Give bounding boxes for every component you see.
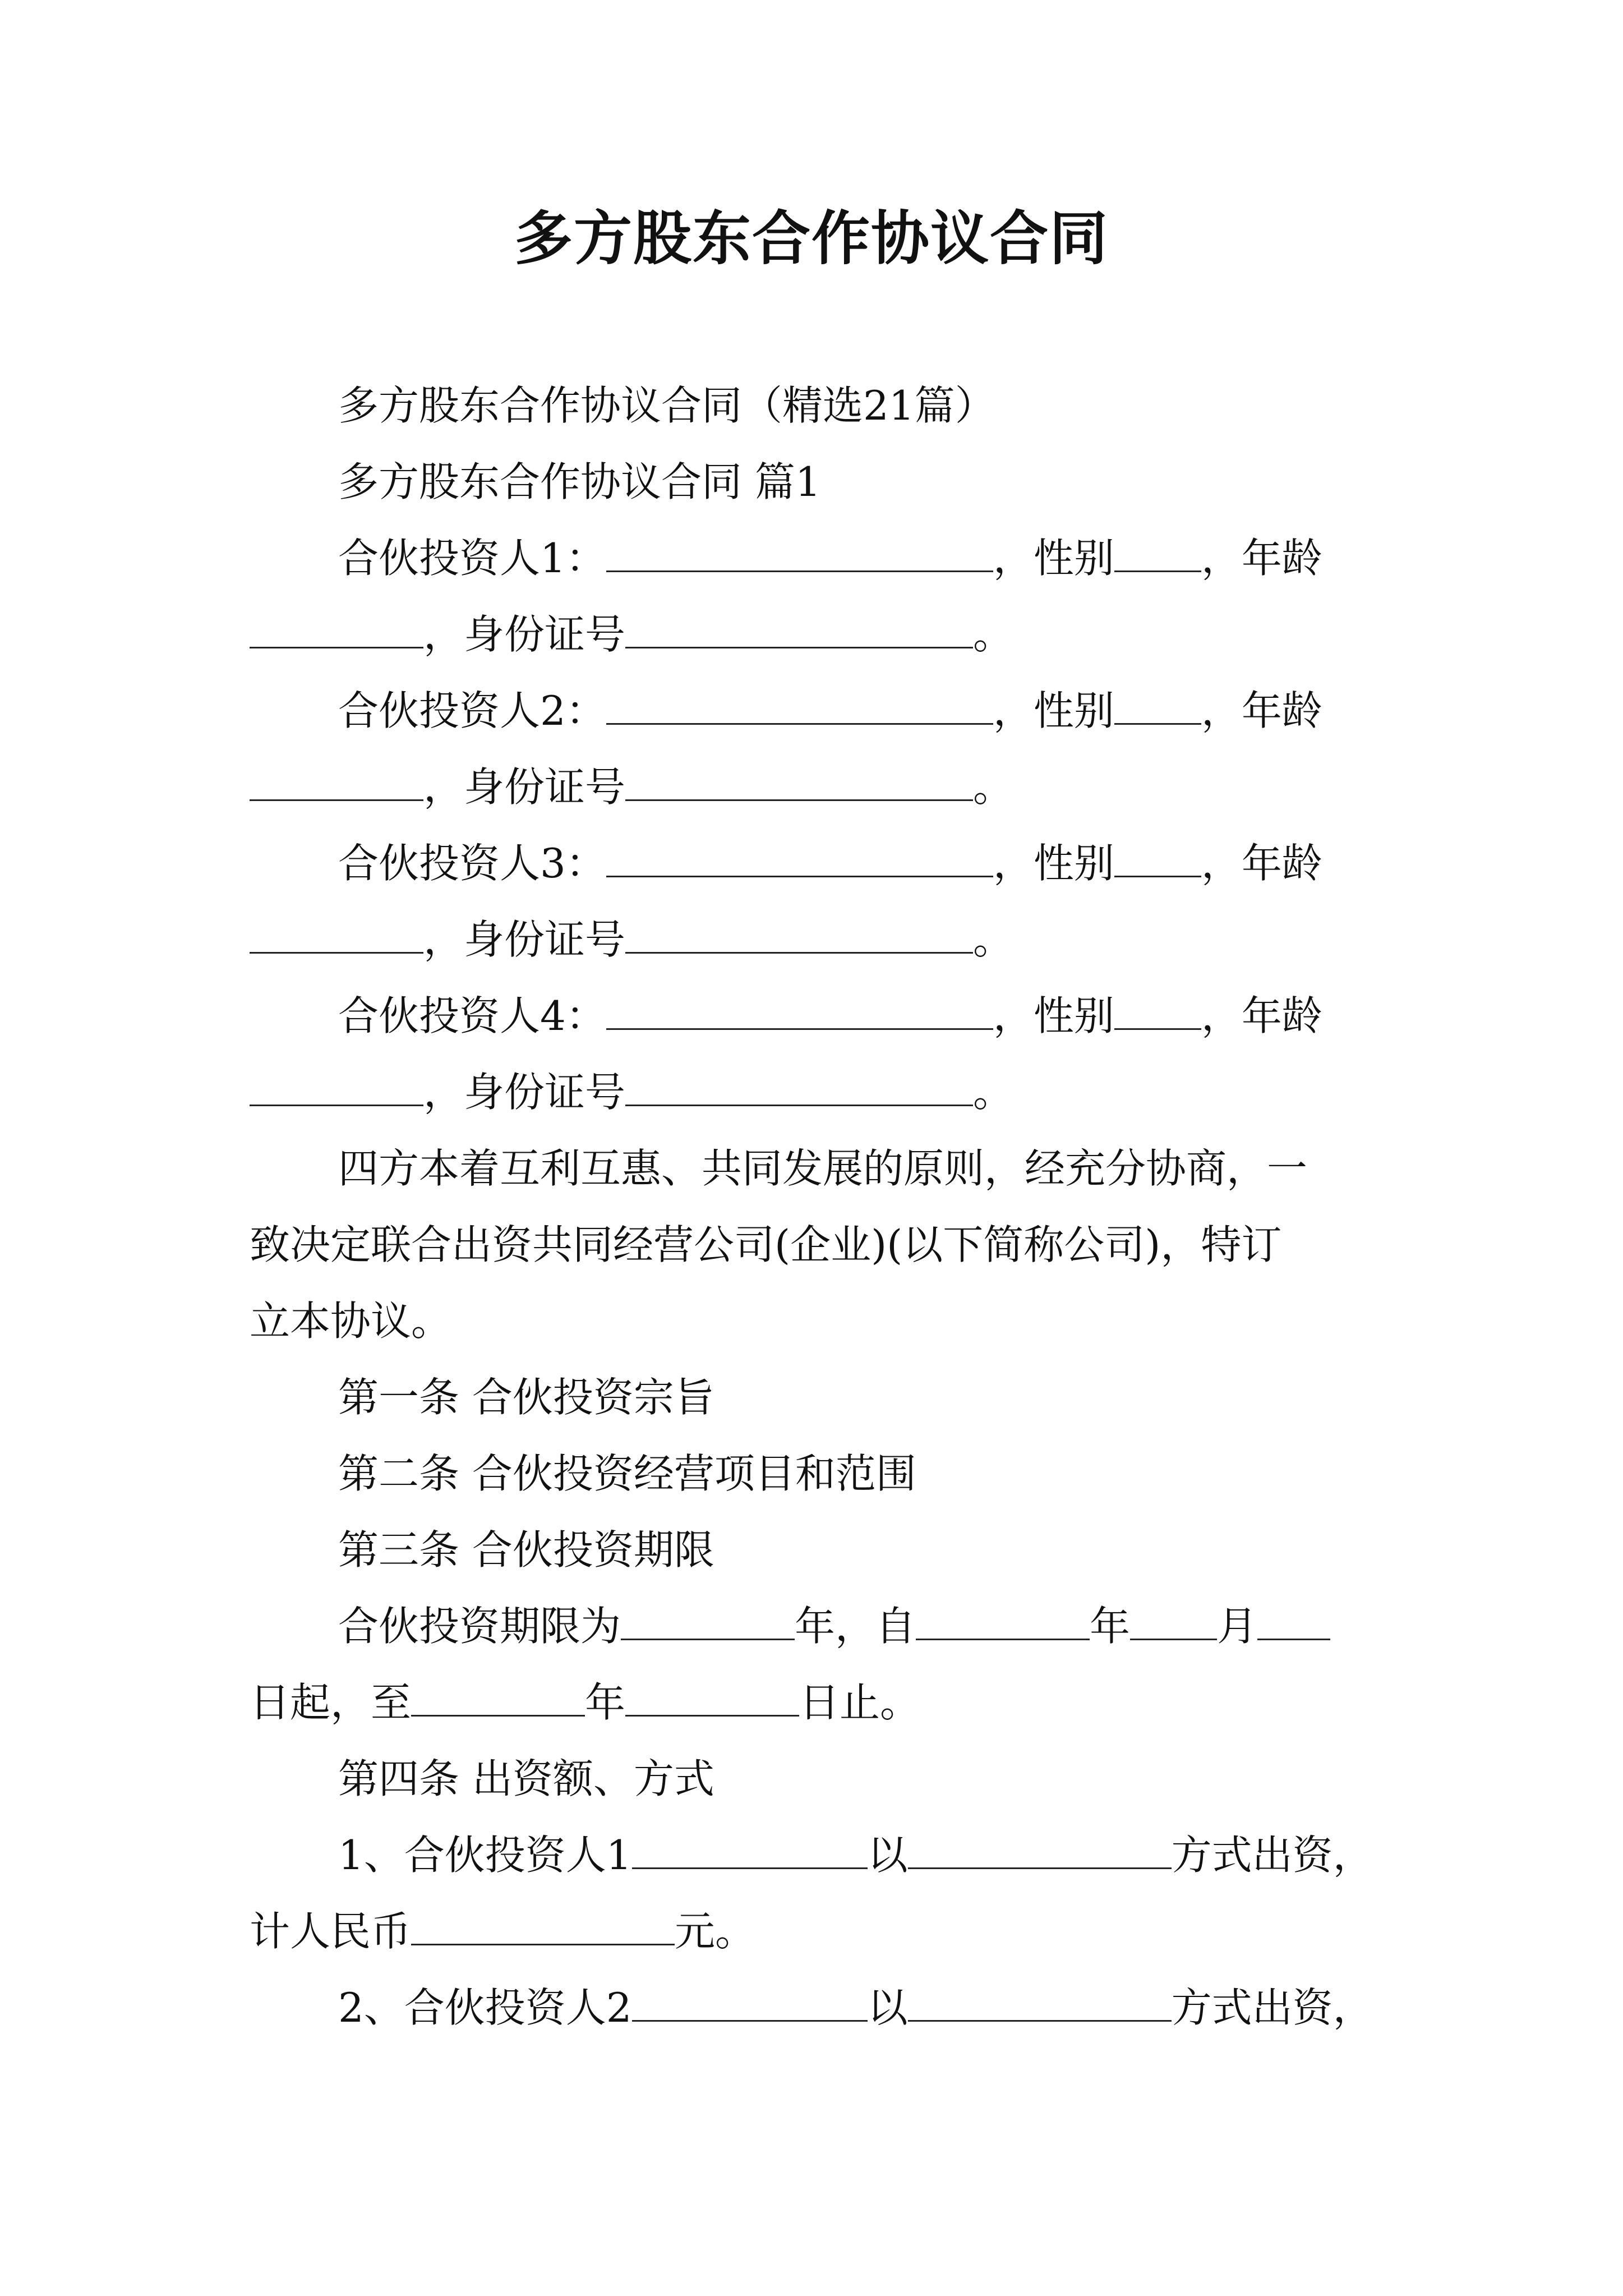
investor-3-line-2	[250, 901, 1382, 978]
rmb-amount-blank	[411, 1910, 675, 1945]
contrib-text: 方式出资，	[1171, 1984, 1373, 2031]
id-label: ，身份证号	[423, 1069, 626, 1116]
term-text: 年，自	[795, 1603, 916, 1650]
article-2: 第二条 合伙投资经营项目和范围	[338, 1450, 916, 1497]
contrib-1-line-2	[250, 1893, 1382, 1970]
gender-blank	[1114, 995, 1201, 1030]
article-4: 第四条 出资额、方式	[338, 1755, 714, 1802]
gender-blank	[1114, 842, 1201, 877]
term-text: 日起，至	[250, 1679, 412, 1726]
age-blank	[250, 918, 423, 954]
start-day-blank	[1257, 1605, 1330, 1640]
contrib-text: 1、合伙投资人1	[338, 1832, 632, 1879]
id-blank	[625, 918, 973, 954]
investor-label: 合伙投资人4：	[338, 992, 606, 1039]
investor-2-line-1	[250, 673, 1382, 749]
end-year-blank	[411, 1681, 585, 1717]
investor-1-line-2	[250, 596, 1382, 673]
investor-4-line-2	[250, 1054, 1382, 1130]
investor-4-line-1	[250, 978, 1382, 1054]
age-label: ，年龄	[1201, 840, 1322, 887]
contrib-1-line-1	[250, 1817, 1382, 1893]
line-end: 。	[973, 916, 1014, 963]
id-blank	[625, 613, 973, 648]
id-label: ，身份证号	[423, 763, 626, 811]
contrib-method-blank	[908, 1986, 1172, 2022]
id-blank	[625, 1071, 973, 1106]
investor-2-line-2	[250, 749, 1382, 825]
name-blank	[606, 689, 993, 725]
gender-label: ，性别	[993, 535, 1114, 582]
subtitle-text: 多方股东合作协议合同（精选21篇）	[338, 382, 995, 429]
contrib-text: 2、合伙投资人2	[338, 1984, 632, 2031]
age-blank	[250, 766, 423, 801]
contrib-text: 方式出资，	[1171, 1832, 1373, 1879]
intro-line-3: 立本协议。	[250, 1297, 452, 1345]
end-date-blank	[625, 1681, 799, 1717]
gender-blank	[1114, 537, 1201, 572]
age-label: ，年龄	[1201, 687, 1322, 734]
term-line-1	[250, 1588, 1382, 1664]
document-body	[250, 367, 1382, 2046]
contrib-2-line-1	[250, 1970, 1382, 2046]
age-blank	[250, 1071, 423, 1106]
contrib-amount-blank	[632, 1834, 868, 1869]
term-line-2	[250, 1664, 1382, 1741]
gender-label: ，性别	[993, 992, 1114, 1039]
intro-line-1: 四方本着互利互惠、共同发展的原则，经充分协商，一	[338, 1145, 1308, 1192]
investor-label: 合伙投资人1：	[338, 535, 606, 582]
start-month-blank	[1130, 1605, 1217, 1640]
investor-3-line-1	[250, 825, 1382, 901]
section-heading-text: 多方股东合作协议合同 篇1	[338, 458, 821, 505]
id-label: ，身份证号	[423, 916, 626, 963]
gender-label: ，性别	[993, 687, 1114, 734]
subtitle	[250, 367, 1382, 444]
age-label: ，年龄	[1201, 992, 1322, 1039]
contrib-text: 元。	[675, 1908, 756, 1955]
name-blank	[606, 537, 993, 572]
name-blank	[606, 842, 993, 877]
gender-label: ，性别	[993, 840, 1114, 887]
document-title: 多方股东合作协议合同	[514, 204, 1109, 273]
section-heading	[250, 444, 1382, 520]
contrib-text: 以	[867, 1832, 908, 1879]
investor-label: 合伙投资人3：	[338, 840, 606, 887]
intro-line-2: 致决定联合出资共同经营公司(企业)(以下简称公司)，特订	[250, 1221, 1282, 1268]
term-years-blank	[621, 1605, 795, 1640]
term-text: 年	[1090, 1603, 1131, 1650]
term-text: 合伙投资期限为	[338, 1603, 621, 1650]
line-end: 。	[973, 763, 1014, 811]
contrib-method-blank	[908, 1834, 1172, 1869]
article-3: 第三条 合伙投资期限	[338, 1526, 714, 1573]
investor-1-line-1	[250, 520, 1382, 596]
id-label: ，身份证号	[423, 611, 626, 658]
gender-blank	[1114, 689, 1201, 725]
contrib-amount-blank	[632, 1986, 868, 2022]
term-text: 日止。	[799, 1679, 921, 1726]
age-label: ，年龄	[1201, 535, 1322, 582]
line-end: 。	[973, 611, 1014, 658]
investor-label: 合伙投资人2：	[338, 687, 606, 734]
term-text: 月	[1217, 1603, 1258, 1650]
contrib-text: 以	[867, 1984, 908, 2031]
name-blank	[606, 995, 993, 1030]
start-year-blank	[916, 1605, 1090, 1640]
article-1: 第一条 合伙投资宗旨	[338, 1374, 714, 1421]
id-blank	[625, 766, 973, 801]
line-end: 。	[973, 1069, 1014, 1116]
term-text: 年	[585, 1679, 626, 1726]
contrib-text: 计人民币	[250, 1908, 412, 1955]
age-blank	[250, 613, 423, 648]
